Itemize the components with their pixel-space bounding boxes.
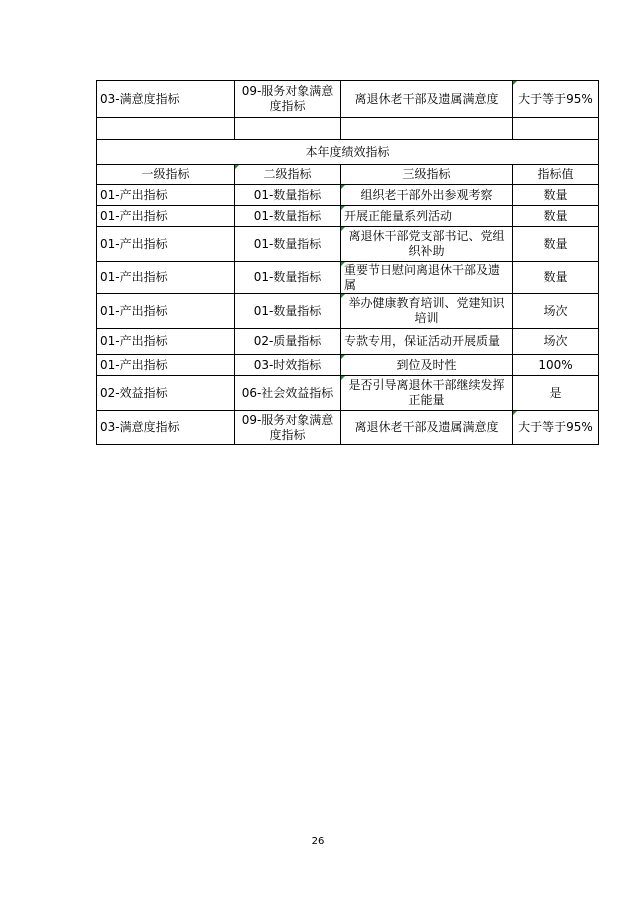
- table-row: [97, 411, 599, 445]
- header-level3: 三级指标: [341, 165, 513, 185]
- value-cell: 是: [513, 376, 599, 411]
- level3-cell: 是否引导离退休干部继续发挥正能量: [341, 376, 513, 411]
- value-cell: 数量: [513, 206, 599, 227]
- section-title-row: [97, 140, 599, 165]
- level1-cell: 01-产出指标: [97, 185, 235, 206]
- level1-cell: 02-效益指标: [97, 376, 235, 411]
- table-row: [97, 376, 599, 411]
- header-row: [97, 165, 599, 185]
- level3-cell: 开展正能量系列活动: [341, 206, 513, 227]
- value-cell: 大于等于95%: [513, 81, 599, 118]
- table-row: [97, 206, 599, 227]
- level1-cell: 01-产出指标: [97, 294, 235, 329]
- header-level2: 二级指标: [235, 165, 341, 185]
- level3-cell: 举办健康教育培训、党建知识培训: [341, 294, 513, 329]
- level2-cell: 01-数量指标: [235, 206, 341, 227]
- value-cell: 大于等于95%: [513, 411, 599, 445]
- value-cell: 数量: [513, 227, 599, 262]
- table-row: [97, 355, 599, 376]
- level2-cell: 01-数量指标: [235, 227, 341, 262]
- level1-cell: 01-产出指标: [97, 262, 235, 294]
- empty-cell: [513, 118, 599, 140]
- performance-table: [96, 80, 599, 445]
- empty-row: [97, 118, 599, 140]
- level1-cell: 01-产出指标: [97, 227, 235, 262]
- level3-cell: 到位及时性: [341, 355, 513, 376]
- level2-cell: 02-质量指标: [235, 329, 341, 355]
- value-cell: 数量: [513, 262, 599, 294]
- level3-cell: 离退休干部党支部书记、党组织补助: [341, 227, 513, 262]
- empty-cell: [341, 118, 513, 140]
- level1-cell: 01-产出指标: [97, 355, 235, 376]
- table-row: [97, 294, 599, 329]
- level1-cell: 03-满意度指标: [97, 81, 235, 118]
- value-cell: 数量: [513, 185, 599, 206]
- header-value: 指标值: [513, 165, 599, 185]
- table-row: [97, 81, 599, 118]
- empty-cell: [97, 118, 235, 140]
- level2-cell: 09-服务对象满意度指标: [235, 81, 341, 118]
- value-cell: 场次: [513, 329, 599, 355]
- level1-cell: 01-产出指标: [97, 329, 235, 355]
- level1-cell: 01-产出指标: [97, 206, 235, 227]
- level2-cell: 01-数量指标: [235, 185, 341, 206]
- level2-cell: 09-服务对象满意度指标: [235, 411, 341, 445]
- level2-cell: 01-数量指标: [235, 262, 341, 294]
- table-row: [97, 185, 599, 206]
- section-title: 本年度绩效指标: [97, 140, 599, 165]
- table-row: [97, 329, 599, 355]
- value-cell: 场次: [513, 294, 599, 329]
- header-level1: 一级指标: [97, 165, 235, 185]
- value-cell: 100%: [513, 355, 599, 376]
- level3-cell: 离退休老干部及遗属满意度: [341, 411, 513, 445]
- level3-cell: 重要节日慰问离退休干部及遗属: [341, 262, 513, 294]
- empty-cell: [235, 118, 341, 140]
- level3-cell: 离退休老干部及遗属满意度: [341, 81, 513, 118]
- level3-cell: 专款专用，保证活动开展质量: [341, 329, 513, 355]
- level2-cell: 01-数量指标: [235, 294, 341, 329]
- table-row: [97, 262, 599, 294]
- table-row: [97, 227, 599, 262]
- page-number: 26: [311, 836, 325, 847]
- level3-cell: 组织老干部外出参观考察: [341, 185, 513, 206]
- level2-cell: 03-时效指标: [235, 355, 341, 376]
- level1-cell: 03-满意度指标: [97, 411, 235, 445]
- level2-cell: 06-社会效益指标: [235, 376, 341, 411]
